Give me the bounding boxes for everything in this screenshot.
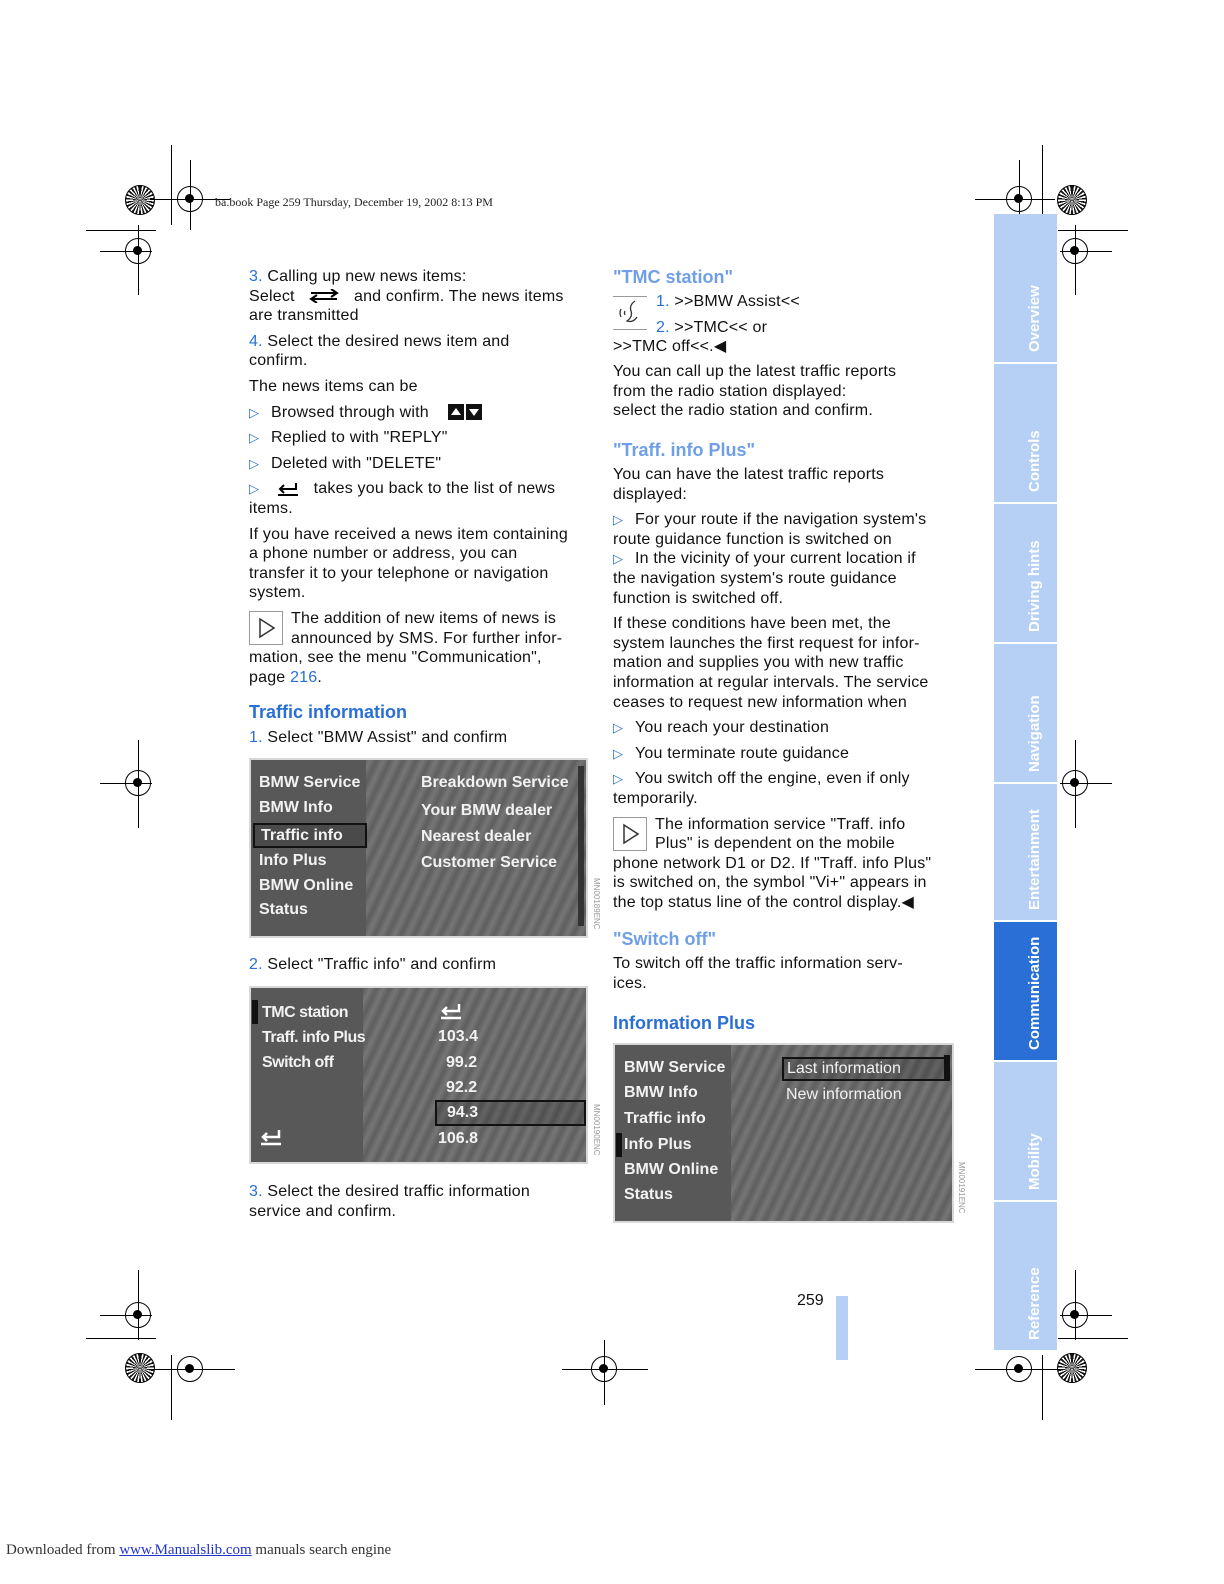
station-frequency[interactable]: 99.2 [446, 1054, 478, 1071]
menu-item[interactable]: Status [624, 1186, 673, 1203]
tab-driving-hints[interactable]: Driving hints [994, 504, 1057, 644]
menu-item[interactable]: BMW Info [259, 799, 333, 816]
tab-mobility[interactable]: Mobility [994, 1062, 1057, 1202]
note-icon [613, 817, 647, 851]
station-frequency-selected[interactable]: 94.3 [435, 1100, 586, 1126]
new-information-option[interactable]: New information [786, 1086, 902, 1103]
menu-item-selected[interactable]: Info Plus [624, 1136, 692, 1153]
conditions-paragraph: If these conditions have been met, the system launches the first request for infor- mation and supplies you with new traffic information at regular intervals. The service ceases to request new information when [613, 615, 929, 711]
station-frequency[interactable]: 92.2 [446, 1079, 478, 1096]
right-column [613, 362, 958, 421]
note-sms: The addition of new items of news is announced by SMS. For further infor- mation, see the menu "Communication", page 216. [249, 609, 563, 686]
step-3-news: 3. Calling up new news items: [249, 268, 467, 285]
tab-entertainment[interactable]: Entertainment [994, 784, 1057, 922]
tab-overview[interactable]: Overview [994, 214, 1057, 364]
scrollbar[interactable] [578, 766, 584, 926]
registration-wheel-icon [1057, 1353, 1087, 1383]
back-arrow-icon[interactable] [439, 1002, 463, 1020]
figure-code: MN00191ENC [957, 1162, 966, 1214]
note-vi-plus: The information service "Traff. info Plus" is dependent on the mobile phone network D1 or D2. If "Traff. info Plus" is switched on, the symbol "Vi+" appears in the top status line of the control display.◀ [613, 815, 932, 911]
assist-option[interactable]: Customer Service [421, 854, 558, 871]
voice-command-icon [613, 296, 647, 330]
voice-step-2-cont: >>TMC off<<.◀ [613, 338, 727, 355]
back-arrow-icon [276, 481, 300, 497]
menu-item[interactable]: BMW Info [624, 1084, 698, 1101]
tab-navigation[interactable]: Navigation [994, 644, 1057, 784]
menu-item[interactable]: BMW Online [259, 877, 354, 894]
transmitted-text: are transmitted [249, 307, 359, 325]
page-number-bar [836, 1296, 848, 1360]
cease-bullet-destination: ▷ You reach your destination [613, 719, 830, 737]
traff-info-plus-heading: "Traff. info Plus" [613, 440, 756, 460]
download-footer: Downloaded from www.Manualslib.com manuals search engine [6, 1542, 392, 1558]
menu-item[interactable]: Status [259, 901, 308, 918]
cease-bullet-engine: ▷ You switch off the engine, even if only temporarily. [613, 770, 910, 807]
page-216-link[interactable]: 216 [290, 668, 318, 686]
tmc-station-option[interactable]: TMC station [262, 1004, 349, 1021]
menu-item[interactable]: BMW Service [259, 774, 361, 791]
manualslib-link[interactable]: www.Manualslib.com [119, 1542, 252, 1558]
can-be-text: The news items can be [249, 377, 418, 395]
scrollbar[interactable] [944, 1055, 950, 1079]
traff-info-plus-option[interactable]: Traff. info Plus [262, 1029, 366, 1046]
bullet-back: ▷ takes you back to the list of news items. [249, 480, 556, 517]
traffic-step-3: 3. Select the desired traffic information service and confirm. [249, 1183, 530, 1220]
plus-intro: You can have the latest traffic reports displayed: [613, 466, 885, 503]
voice-step-1: 1. >>BMW Assist<< [656, 293, 800, 310]
step-4-news: 4. Select the desired news item and confirm. [249, 332, 510, 370]
bmw-assist-screen [249, 758, 588, 938]
assist-option[interactable]: Your BMW dealer [421, 802, 553, 819]
registration-wheel-icon [125, 1353, 155, 1383]
tmc-station-heading: "TMC station" [613, 267, 734, 287]
switch-off-paragraph: To switch off the traffic information serv- ices. [613, 955, 903, 992]
tmc-paragraph: You can call up the latest traffic reports from the radio station displayed: select the radio station and confirm. [613, 363, 897, 420]
traffic-step-1: 1. Select "BMW Assist" and confirm [249, 729, 508, 746]
assist-option[interactable]: Nearest dealer [421, 828, 532, 845]
last-information-option[interactable]: Last information [782, 1057, 950, 1081]
traffic-info-heading: Traffic information [249, 702, 408, 722]
registration-wheel-icon [1057, 185, 1087, 215]
figure-code: MN00190ENC [592, 1104, 601, 1156]
bullet-reply: ▷ Replied to with "REPLY" [249, 429, 448, 447]
tab-communication[interactable]: Communication [994, 922, 1057, 1062]
traffic-step-2: 2. Select "Traffic info" and confirm [249, 956, 497, 973]
bullet-delete: ▷ Deleted with "DELETE" [249, 454, 442, 472]
information-plus-screen [613, 1043, 954, 1223]
registration-wheel-icon [125, 185, 155, 215]
menu-item[interactable]: Traffic info [624, 1110, 706, 1127]
station-frequency[interactable]: 106.8 [438, 1130, 479, 1147]
information-plus-heading: Information Plus [613, 1013, 756, 1033]
swap-arrows-icon [307, 289, 341, 303]
menu-item[interactable]: Info Plus [259, 852, 327, 869]
menu-item[interactable]: BMW Service [624, 1059, 726, 1076]
assist-option[interactable]: Breakdown Service [421, 774, 569, 791]
switch-off-heading: "Switch off" [613, 929, 717, 949]
book-header: ba.book Page 259 Thursday, December 19, 2002 8:13 PM [215, 195, 493, 209]
menu-item-selected[interactable]: Traffic info [253, 823, 367, 848]
station-frequency[interactable]: 103.4 [438, 1028, 479, 1045]
traffic-info-screen [249, 986, 588, 1164]
up-down-arrows-icon [448, 404, 482, 420]
note-icon [249, 611, 283, 645]
traff-info-plus-section [613, 465, 958, 912]
bullet-browse: ▷ Browsed through with [249, 403, 594, 423]
switch-off-option[interactable]: Switch off [262, 1054, 334, 1071]
menu-item[interactable]: BMW Online [624, 1161, 719, 1178]
left-column [249, 267, 594, 687]
cease-bullet-guidance: ▷ You terminate route guidance [613, 744, 850, 762]
back-arrow-icon[interactable] [259, 1128, 283, 1146]
figure-code: MN00189ENC [592, 878, 601, 930]
voice-step-2: 2. >>TMC<< or [656, 319, 768, 336]
select-line: Select and confirm. The news items [249, 287, 564, 305]
news-contact-paragraph: If you have received a news item containing a phone number or address, you can transfer it to your telephone or navigation system. [249, 525, 568, 602]
plus-bullet-route: ▷ For your route if the navigation system's route guidance function is switched on [613, 511, 927, 548]
tab-controls[interactable]: Controls [994, 364, 1057, 504]
plus-bullet-vicinity: ▷ In the vicinity of your current location if the navigation system's route guidance function is switched off. [613, 550, 916, 607]
tab-reference[interactable]: Reference [994, 1202, 1057, 1352]
page-number: 259 [797, 1292, 824, 1309]
